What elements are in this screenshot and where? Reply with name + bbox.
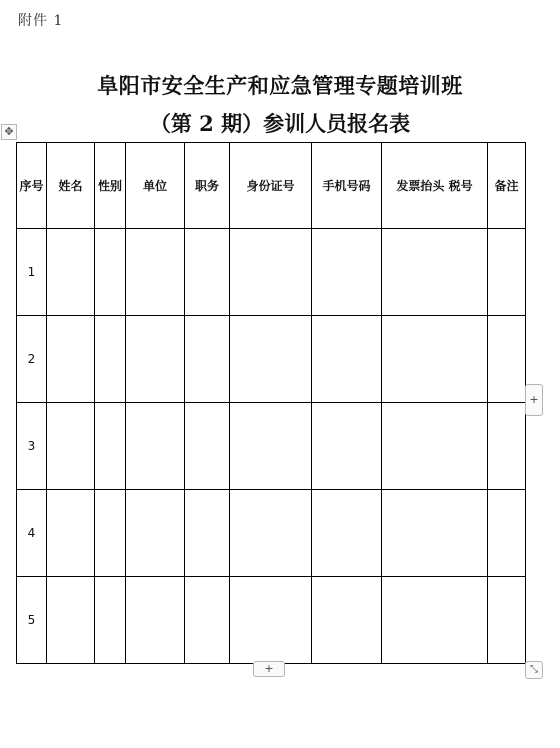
cell-id-number[interactable] [230,403,312,490]
table-row [17,577,526,664]
row-seq[interactable]: 2 [17,316,47,403]
cell-remarks[interactable] [488,403,526,490]
cell-remarks[interactable] [488,229,526,316]
table-row [17,490,526,577]
cell-position[interactable] [185,490,230,577]
table-header-row [17,143,526,229]
cell-gender[interactable] [95,229,126,316]
header-id-number[interactable]: 身份证号 [230,143,312,229]
cell-invoice-tax-id[interactable] [382,490,488,577]
cell-unit[interactable] [126,577,185,664]
form-title-line-2: （第 2 期）参训人员报名表 [149,111,411,136]
header-remarks[interactable]: 备注 [488,143,526,229]
row-seq[interactable]: 1 [17,229,47,316]
cell-invoice-tax-id[interactable] [382,316,488,403]
cell-id-number[interactable] [230,490,312,577]
cell-position[interactable] [185,316,230,403]
cell-invoice-tax-id[interactable] [382,577,488,664]
cell-name[interactable] [47,403,95,490]
cell-name[interactable] [47,577,95,664]
cell-unit[interactable] [126,229,185,316]
header-invoice-tax-id[interactable]: 发票抬头 税号 [382,143,488,229]
cell-position[interactable] [185,403,230,490]
cell-id-number[interactable] [230,577,312,664]
header-name[interactable]: 姓名 [47,143,95,229]
header-gender[interactable]: 性别 [95,143,126,229]
header-seq[interactable]: 序号 [17,143,47,229]
table-resize-handle-icon[interactable]: ⤡ [525,661,543,679]
header-position[interactable]: 职务 [185,143,230,229]
header-phone[interactable]: 手机号码 [312,143,382,229]
cell-unit[interactable] [126,490,185,577]
cell-phone[interactable] [312,403,382,490]
form-title-line-1: 阜阳市安全生产和应急管理专题培训班 [97,73,463,98]
cell-remarks[interactable] [488,316,526,403]
cell-unit[interactable] [126,403,185,490]
cell-name[interactable] [47,490,95,577]
cell-invoice-tax-id[interactable] [382,229,488,316]
cell-unit[interactable] [126,316,185,403]
cell-gender[interactable] [95,490,126,577]
cell-phone[interactable] [312,316,382,403]
cell-phone[interactable] [312,229,382,316]
attachment-label: 附件 1 [18,13,64,29]
cell-id-number[interactable] [230,229,312,316]
row-seq[interactable]: 5 [17,577,47,664]
cell-gender[interactable] [95,577,126,664]
cell-name[interactable] [47,316,95,403]
cell-id-number[interactable] [230,316,312,403]
cell-position[interactable] [185,577,230,664]
header-unit[interactable]: 单位 [126,143,185,229]
cell-name[interactable] [47,229,95,316]
add-column-button[interactable]: + [525,384,543,416]
cell-remarks[interactable] [488,490,526,577]
cell-remarks[interactable] [488,577,526,664]
cell-gender[interactable] [95,403,126,490]
add-row-button[interactable]: + [253,661,285,677]
cell-phone[interactable] [312,490,382,577]
cell-position[interactable] [185,229,230,316]
table-row [17,229,526,316]
row-seq[interactable]: 3 [17,403,47,490]
cell-invoice-tax-id[interactable] [382,403,488,490]
cell-gender[interactable] [95,316,126,403]
registration-table [16,142,526,664]
table-row [17,316,526,403]
cell-phone[interactable] [312,577,382,664]
table-row [17,403,526,490]
row-seq[interactable]: 4 [17,490,47,577]
table-move-handle-icon[interactable]: ✥ [1,124,17,140]
